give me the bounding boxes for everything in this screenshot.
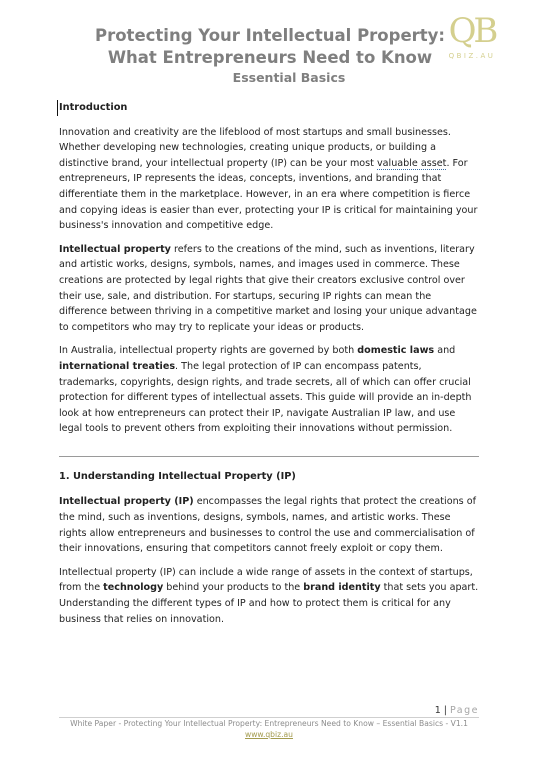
page-separator: | (440, 705, 450, 716)
title-block (60, 25, 480, 85)
bold-term: Intellectual property (59, 243, 171, 255)
text-run: that sets you apart. Understanding the different types of IP and how to protect them is critical for any business that relies on innovation. (59, 582, 479, 625)
intro-paragraph-1 (59, 125, 479, 234)
page-number-value: 1 (434, 705, 441, 716)
intro-heading[interactable]: Introduction (57, 100, 479, 116)
footer-website-link[interactable]: www.qbiz.au (245, 730, 293, 739)
intro-paragraph-2 (59, 242, 479, 336)
page-number (60, 705, 479, 716)
text-run: encompasses the legal rights that protect the creations of the mind, such as inventions, designs, symbols, names, and artistic works. These rights allow entrepreneurs and businesses to control the use and commercialisation of their innovations, ensuring that competitors cannot freely exploit or copy them. (59, 496, 476, 555)
footer-divider (59, 717, 479, 718)
text-run: Innovation and creativity are the lifeblood of most startups and small businesses. Whether developing new technologies, creating unique products, or building a distinctive brand, your intellectual property (IP) can be your most (59, 126, 451, 169)
section-1-heading: 1. Understanding Intellectual Property (IP) (59, 470, 296, 482)
section-1-paragraph-1 (59, 494, 479, 556)
text-run: and (434, 345, 456, 357)
logo-mark: QB (448, 11, 496, 51)
page-label: Page (450, 705, 479, 716)
footer-document-line: White Paper - Protecting Your Intellectual Property: Entrepreneurs Need to Know – Essential Basics - V1.1 (70, 719, 468, 728)
title-line-2: What Entrepreneurs Need to Know (107, 48, 433, 67)
logo-text: QBIZ.AU (448, 52, 496, 60)
bold-term: Intellectual property (IP) (59, 496, 194, 508)
bold-term: domestic laws (357, 345, 435, 357)
text-run: behind your products to the (163, 582, 304, 594)
bold-term: brand identity (303, 582, 381, 594)
text-run: . The legal protection of IP can encompass patents, trademarks, copyrights, design rights, and trade secrets, all of which can offer crucial protection for different types of intellectual assets. This guide will provide an in-depth look at how entrepreneurs can protect their IP, navigate Australian IP law, and use legal tools to prevent others from exploiting their innovations without permission. (59, 360, 472, 435)
subtitle: Essential Basics (232, 70, 346, 85)
bold-term: international treaties (59, 360, 176, 372)
text-run: Intellectual property (IP) can include a wide range of assets in the context of startups, from the (59, 566, 473, 594)
bold-term: technology (103, 582, 164, 594)
text-run: . For entrepreneurs, IP represents the ideas, concepts, inventions, and branding that differentiate them in the marketplace. However, in an era where competition is fierce and copying ideas is easier than ever, protecting your IP is critical for maintaining your business's innovation and competitive edge. (59, 157, 478, 232)
text-run: In Australia, intellectual property rights are governed by both (59, 345, 358, 357)
section-divider (59, 456, 479, 457)
intro-paragraph-3 (59, 343, 479, 437)
title-line-1: Protecting Your Intellectual Property: (94, 26, 446, 45)
section-1-paragraph-2 (59, 565, 479, 627)
qbiz-logo (440, 12, 504, 64)
text-run: refers to the creations of the mind, such as inventions, literary and artistic works, designs, symbols, names, and images used in commerce. These creations are protected by legal rights that give their creators exclusive control over their use, sale, and distribution. For startups, securing IP rights can mean the difference between thriving in a competitive market and losing your unique advantage to competitors who may try to replicate your ideas or products. (59, 243, 477, 333)
document-body (59, 100, 479, 635)
valuable-asset-link[interactable]: valuable asset (377, 157, 447, 169)
